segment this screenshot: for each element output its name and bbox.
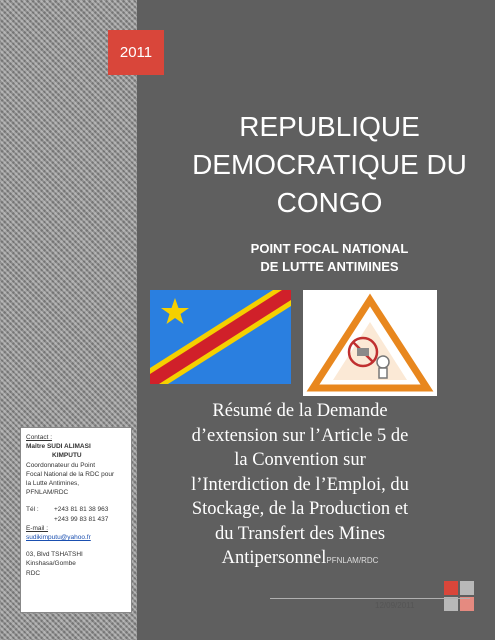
- summary-line3: la Convention sur: [234, 450, 366, 470]
- drc-flag-image: [150, 290, 291, 384]
- organization-title-line2: DE LUTTE ANTIMINES: [260, 259, 399, 274]
- summary-line6: du Transfert des Mines: [214, 523, 386, 544]
- summary-line7-text: Antipersonnel: [221, 548, 327, 568]
- year-text: 2011: [119, 44, 153, 61]
- address-line1: 03, Blvd TSHATSHI: [26, 551, 83, 559]
- contact-phone-row-2: [26, 515, 126, 524]
- phone-number-1: +243 81 81 38 963: [54, 506, 109, 514]
- contact-heading: Contact :: [26, 434, 53, 441]
- emblem-mine-icon: [357, 348, 369, 356]
- country-title-line3: CONGO: [276, 187, 383, 218]
- document-date: 12/09/2011: [375, 601, 415, 610]
- contact-name-line2: KIMPUTU: [52, 452, 82, 460]
- email-label: E-mail :: [26, 524, 49, 532]
- emblem-figure-body: [379, 368, 387, 378]
- phone-label: Tél :: [26, 506, 39, 514]
- emblem-figure-icon: [377, 356, 389, 368]
- country-title-line1: REPUBLIQUE: [239, 111, 420, 142]
- organization-title: [164, 240, 495, 276]
- cover-title: [164, 108, 495, 276]
- country-title: [164, 108, 495, 222]
- contact-phone-row: [26, 505, 126, 514]
- email-link[interactable]: sudikimputu@yahoo.fr: [26, 534, 91, 542]
- summary-line2: d’extension sur l’Article 5 de: [191, 425, 409, 446]
- contact-role-line4: PFNLAM/RDC: [26, 489, 69, 497]
- decorative-square-red: [444, 581, 458, 595]
- decorative-square-grey-1: [460, 581, 474, 595]
- summary-line7: [155, 546, 445, 574]
- summary-line1: Résumé de la Demande: [212, 401, 388, 421]
- summary-line4: l’Interdiction de l’Emploi, du: [191, 474, 409, 495]
- contact-role-line1: Coordonnateur du Point: [26, 461, 96, 469]
- organization-title-line1: POINT FOCAL NATIONAL: [250, 241, 409, 256]
- country-title-line2: DEMOCRATIQUE DU: [192, 149, 467, 180]
- contact-name: Maître SUDI ALIMASI: [26, 443, 91, 451]
- contact-role-line3: la Lutte Antimines,: [26, 480, 80, 488]
- contact-role-line2: Focal National de la RDC pour: [26, 470, 115, 478]
- address-line2: Kinshasa/Gombe: [26, 560, 76, 568]
- year-badge: [108, 30, 164, 75]
- summary-line5: Stockage, de la Production et: [191, 499, 409, 519]
- antimine-emblem-image: [303, 290, 437, 396]
- organization-code: PFNLAM/RDC: [326, 556, 379, 565]
- document-summary-title: [155, 399, 445, 574]
- address-line3: RDC: [26, 569, 41, 577]
- phone-number-2: +243 99 83 81 437: [54, 515, 109, 523]
- footer-divider: [270, 598, 470, 614]
- contact-info-box: [20, 427, 132, 613]
